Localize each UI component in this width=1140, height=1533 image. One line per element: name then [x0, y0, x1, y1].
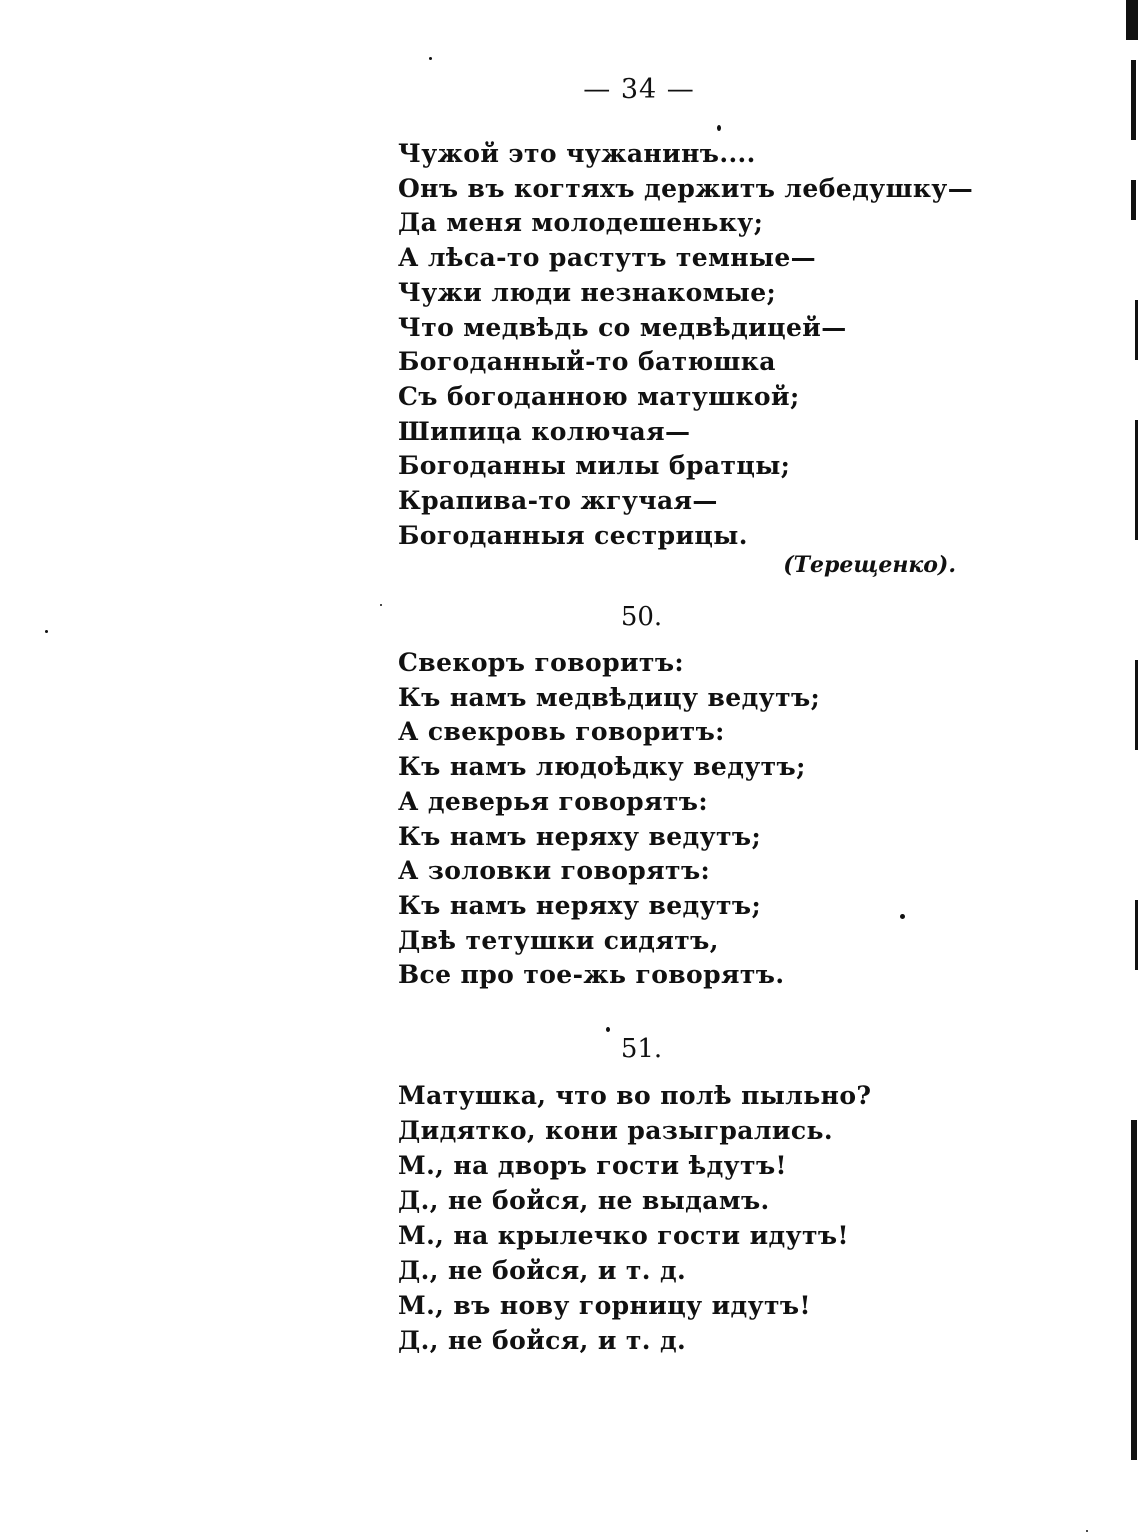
scan-speck: [429, 57, 432, 60]
section-51-line-5: М., на крылечко гости идутъ!: [398, 1221, 849, 1250]
poem-section-51: [398, 1078, 871, 1358]
poem-continuation-line-10: Богоданны милы братцы;: [398, 451, 791, 481]
poem-continuation-line-11: Крапива-то жгучая—: [398, 486, 718, 516]
poem-continuation-line-7: Богоданный-то батюшка: [398, 347, 776, 377]
page-number: — 34 —: [583, 74, 695, 105]
section-51-line-2: Дидятко, кони разыгрались.: [398, 1116, 833, 1145]
poem-continuation-line-8: Съ богоданною матушкой;: [398, 381, 800, 411]
poem-continuation-line-6: Что медвѣдь со медвѣдицей—: [398, 312, 847, 342]
poem-section-50: [398, 646, 820, 993]
section-50-line-1: Свекоръ говоритъ:: [398, 648, 685, 677]
attribution: (Терещенко).: [783, 552, 956, 578]
section-51-line-6: Д., не бойся, и т. д.: [398, 1256, 687, 1285]
poem-continuation-line-9: Шипица колючая—: [398, 416, 691, 446]
scan-speck: [45, 630, 48, 633]
scan-speck: [1086, 1530, 1088, 1532]
scan-edge: [1124, 0, 1140, 1533]
scan-speck: [900, 914, 905, 919]
section-50-line-8: Къ намъ неряху ведутъ;: [398, 890, 762, 920]
section-50-line-6: Къ намъ неряху ведутъ;: [398, 821, 762, 851]
scan-speck: [380, 604, 382, 606]
poem-continuation-line-12: Богоданныя сестрицы.: [398, 520, 748, 550]
section-number-50: 50.: [620, 602, 663, 632]
poem-continuation-line-1: Чужой это чужанинъ....: [398, 139, 756, 168]
section-50-line-7: А золовки говорятъ:: [398, 856, 711, 886]
scan-speck: [717, 125, 721, 131]
section-51-line-8: Д., не бойся, и т. д.: [398, 1326, 687, 1355]
section-50-line-3: А свекровь говоритъ:: [398, 717, 725, 747]
poem-continuation-line-4: А лѣса-то растутъ темные—: [398, 243, 817, 273]
section-51-line-3: М., на дворъ гости ѣдутъ!: [398, 1151, 787, 1180]
section-number-51: 51.: [620, 1034, 663, 1064]
section-50-line-4: Къ намъ людоѣдку ведутъ;: [398, 752, 806, 782]
section-50-line-5: А деверья говорятъ:: [398, 786, 709, 816]
scan-speck: [606, 1027, 610, 1032]
poem-continuation-line-3: Да меня молодешеньку;: [398, 208, 764, 238]
section-50-line-10: Все про тое-жь говорятъ.: [398, 960, 785, 990]
section-51-line-4: Д., не бойся, не выдамъ.: [398, 1186, 770, 1215]
poem-continuation-line-2: Онъ въ когтяхъ держитъ лебедушку—: [398, 173, 974, 203]
poem-continuation: [398, 137, 973, 553]
section-50-line-2: Къ намъ медвѣдицу ведутъ;: [398, 682, 821, 712]
section-51-line-1: Матушка, что во полѣ пыльно?: [398, 1081, 872, 1110]
section-51-line-7: М., въ нову горницу идутъ!: [398, 1291, 811, 1320]
poem-continuation-line-5: Чужи люди незнакомые;: [398, 277, 777, 307]
section-50-line-9: Двѣ тетушки сидятъ,: [398, 925, 719, 955]
